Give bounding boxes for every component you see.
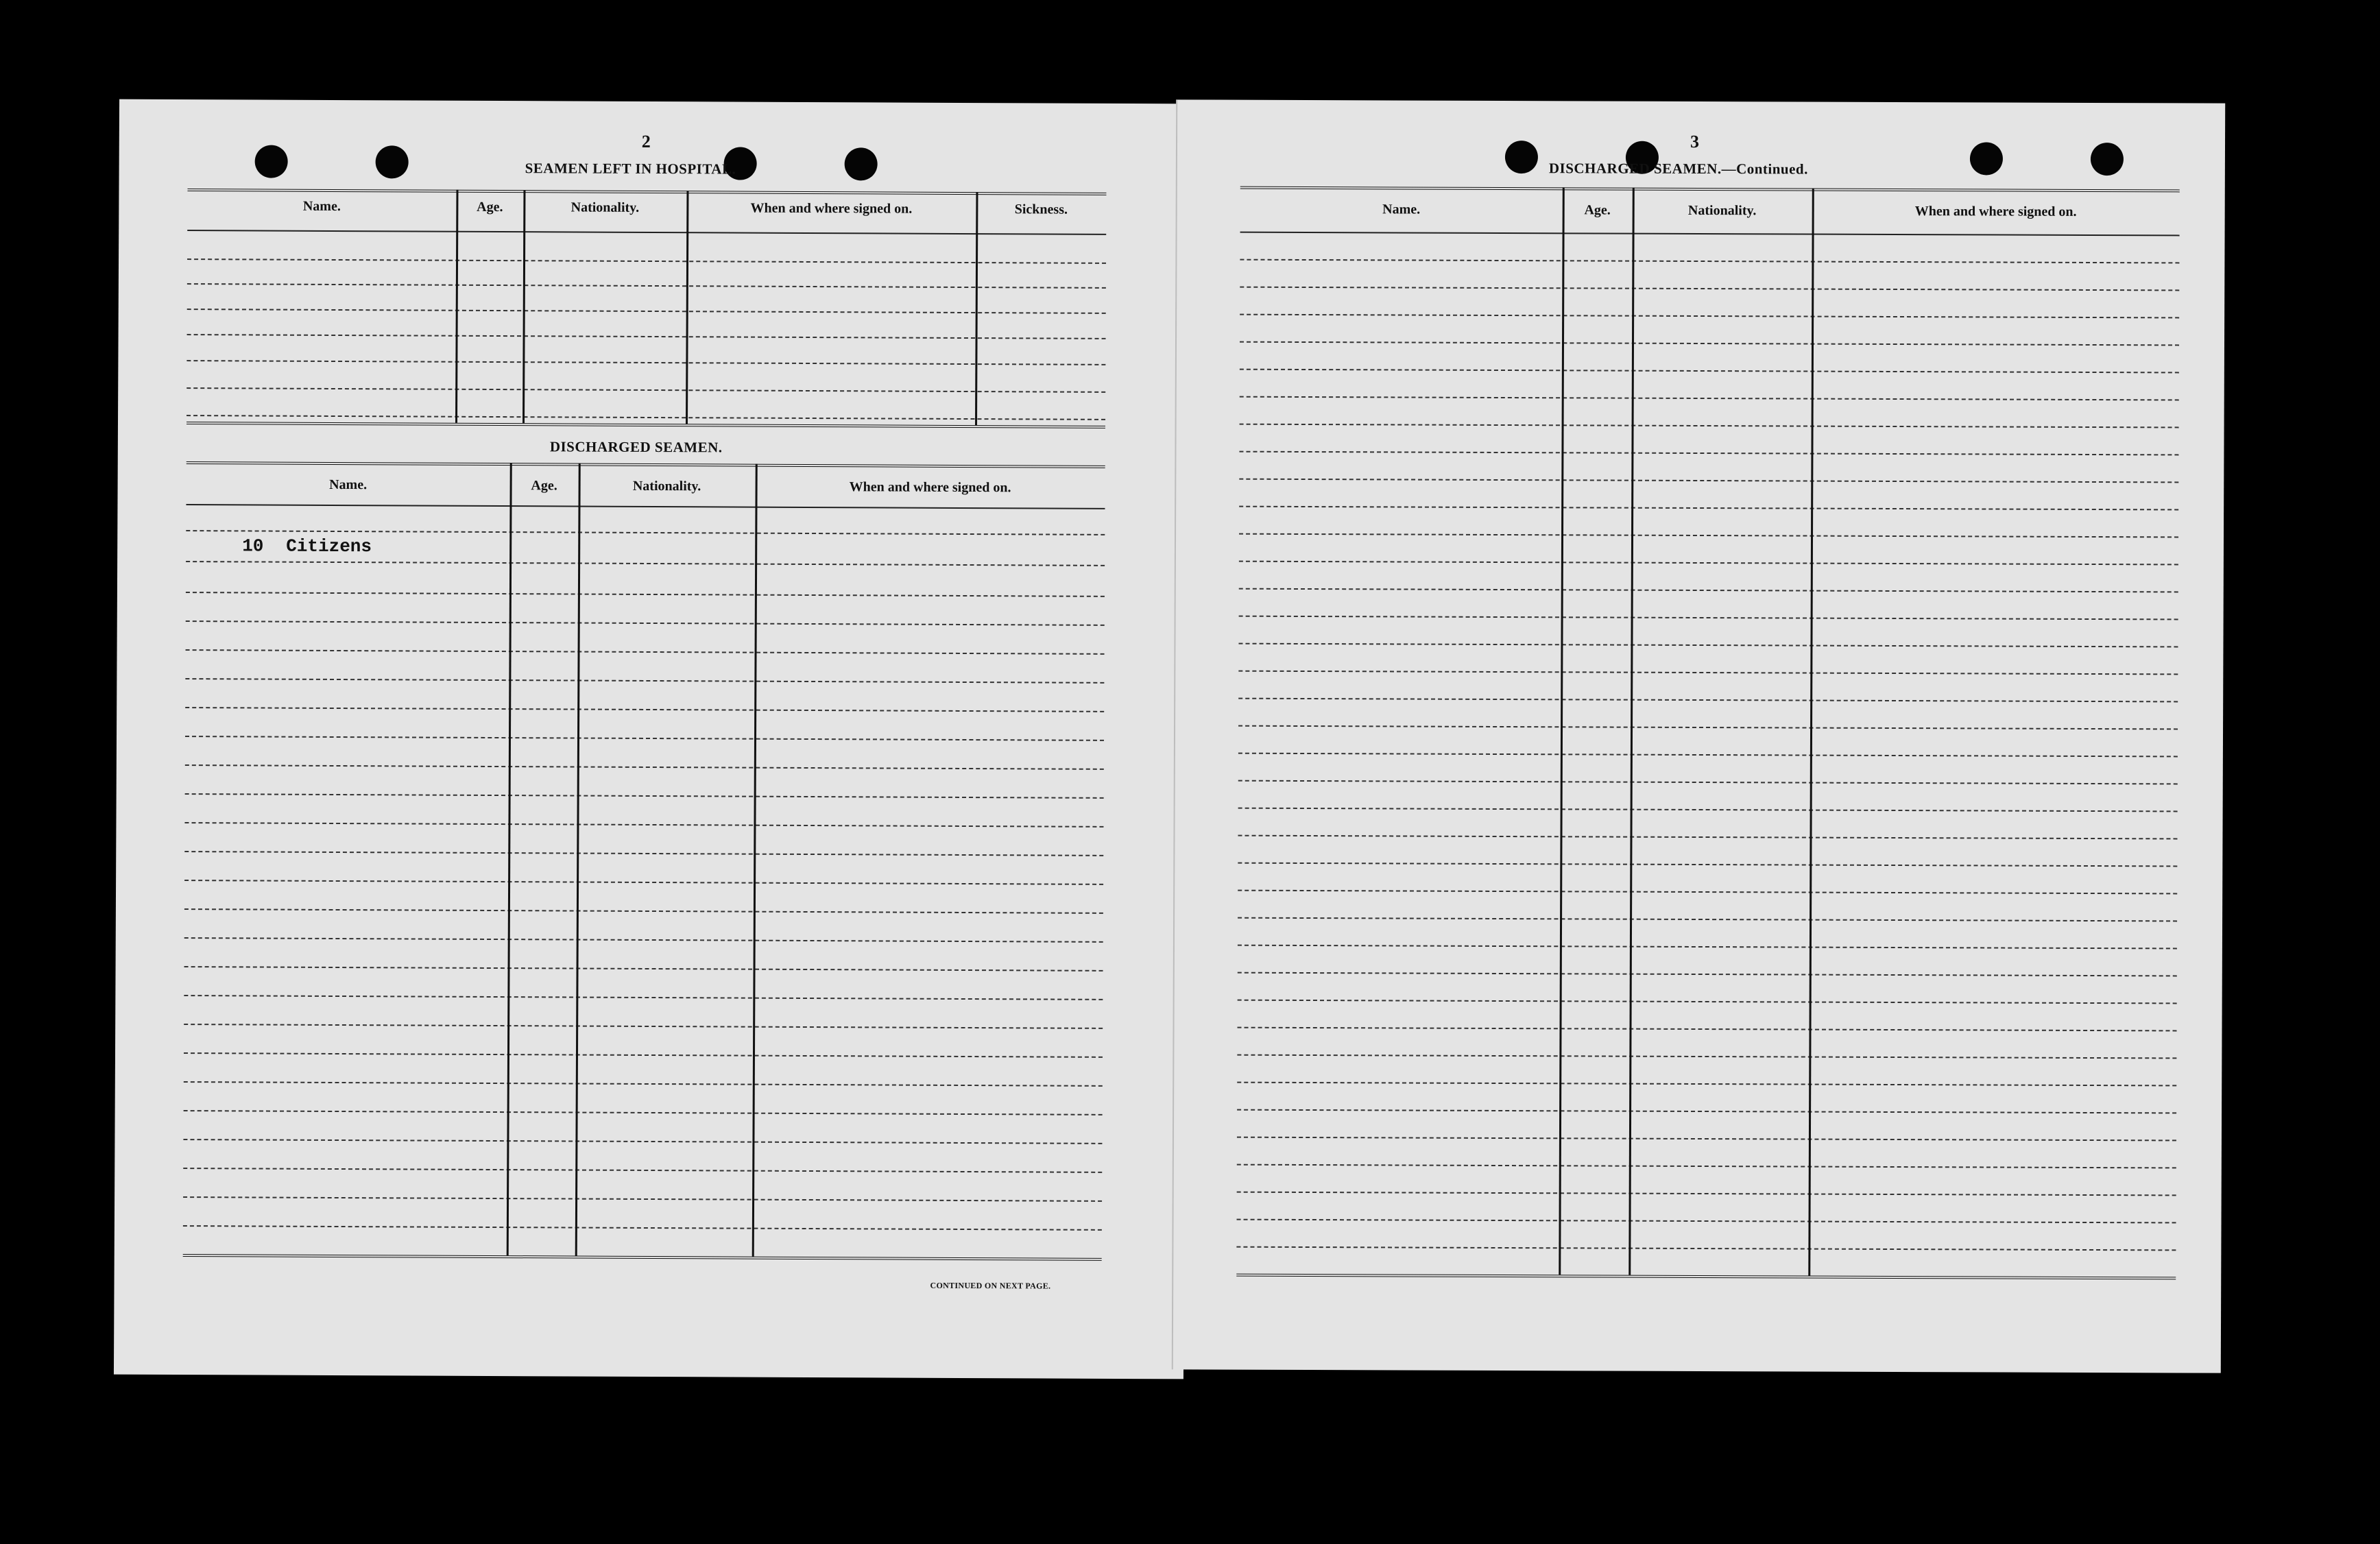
col-header-signed-on: When and where signed on.	[849, 479, 1011, 496]
col-header-age: Age.	[477, 199, 503, 215]
col-header-sickness: Sickness.	[1014, 202, 1068, 217]
col-header-nationality: Nationality.	[632, 478, 701, 494]
col-header-name: Name.	[1382, 202, 1421, 217]
col-header-nationality: Nationality.	[570, 200, 640, 215]
col-header-nationality: Nationality.	[1687, 202, 1757, 219]
punch-hole	[1970, 142, 2003, 175]
col-header-name: Name.	[302, 198, 341, 215]
hospital-section-title: SEAMEN LEFT IN HOSPITAL.	[525, 160, 736, 178]
punch-hole	[255, 145, 288, 178]
right-page	[1172, 99, 2225, 1373]
col-header-name: Name.	[329, 477, 368, 493]
col-header-signed-on: When and where signed on.	[750, 200, 913, 217]
discharged-table	[183, 461, 1105, 1288]
entry-count: 10	[242, 535, 264, 557]
continued-note: CONTINUED ON NEXT PAGE.	[930, 1280, 1051, 1291]
left-page	[114, 99, 1189, 1379]
page-number: 2	[641, 131, 651, 152]
discharged-section-title: DISCHARGED SEAMEN.	[549, 438, 723, 456]
punch-hole	[2091, 143, 2124, 176]
punch-hole	[1505, 141, 1538, 173]
discharged-continued-table	[1236, 186, 2180, 1273]
page-number: 3	[1690, 131, 1700, 152]
punch-hole	[845, 147, 878, 180]
col-header-age: Age.	[1584, 202, 1611, 218]
col-header-age: Age.	[531, 478, 557, 494]
entry-label: Citizens	[286, 535, 372, 557]
punch-hole	[376, 145, 409, 178]
col-header-signed-on: When and where signed on.	[1914, 204, 2077, 219]
discharged-continued-title: DISCHARGED SEAMEN.—Continued.	[1548, 160, 1808, 178]
